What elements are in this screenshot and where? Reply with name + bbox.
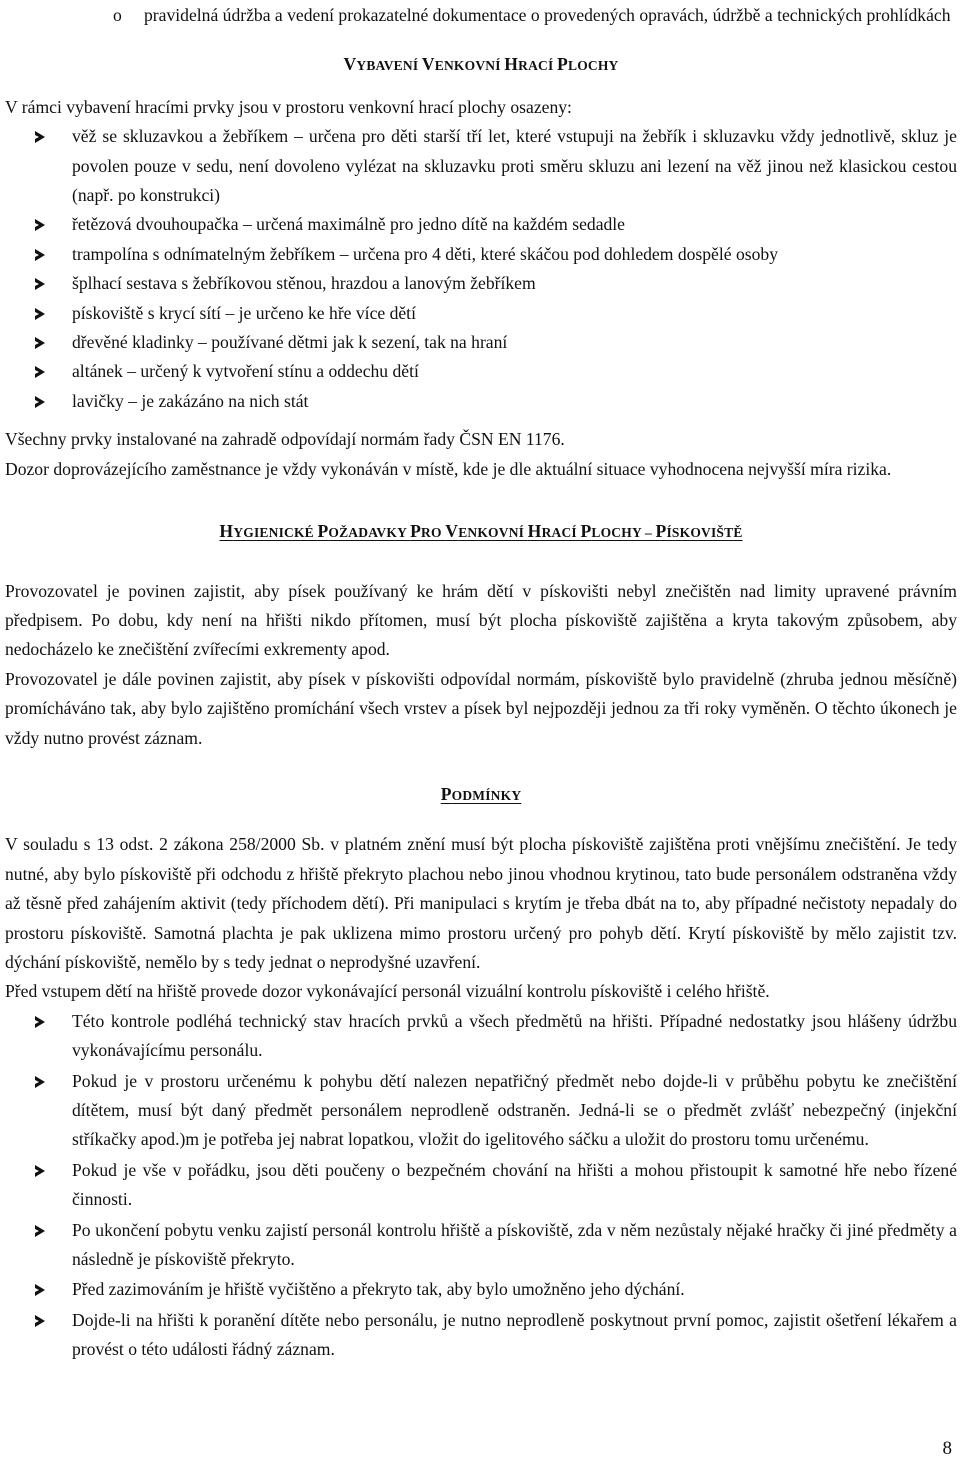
list-item: Dojde-li na hřišti k poranění dítěte nebo personálu, je nutno neprodleně poskytnout první pomoc, zajistit ošetření lékařem a provést o této události řádný záznam. bbox=[5, 1306, 957, 1365]
arrow-bullet-icon bbox=[35, 278, 45, 290]
list-item: Před zazimováním je hřiště vyčištěno a překryto tak, aby bylo umožněno jeho dýchání. bbox=[5, 1275, 957, 1304]
equipment-norm-note: Všechny prvky instalované na zahradě odpovídají normám řady ČSN EN 1176. bbox=[5, 429, 565, 450]
list-item: Pokud je vše v pořádku, jsou děti poučeny o bezpečném chování na hřišti a mohou přistoupit k samotné hře nebo řízené činnosti. bbox=[5, 1156, 957, 1215]
conditions-list bbox=[5, 1007, 957, 1365]
hygiene-paragraph-1: Provozovatel je povinen zajistit, aby písek používaný ke hrám dětí v pískovišti nebyl znečištěn nad limity upravené právním předpisem. Po dobu, kdy není na hřišti nikdo přítomen, musí být plocha pískoviště zajištěna a kryta takovým způsobem, aby nedocházelo ke znečištění zvířecími exkrementy apod. bbox=[5, 580, 957, 660]
equipment-list bbox=[5, 122, 957, 416]
page-number: 8 bbox=[942, 1438, 952, 1459]
intro-bullet-item bbox=[5, 1, 957, 30]
conditions-paragraph-1: V souladu s 13 odst. 2 zákona 258/2000 Sb. v platném znění musí být plocha pískoviště zajištěna proti vnějšímu znečištění. Je tedy nutné, aby bylo pískoviště při odchodu z hřiště překryto plachou nebo jinou vhodnou krytinou, tato bude personálem odstraněna vždy až těsně před zahájením aktivit (tedy příchodem dětí). Při manipulaci s krytím je třeba dbát na to, aby případné nečistoty nepadaly do prostoru pískoviště. Samotná plachta je pak uklizena mimo prostoru určený pro pohyb dětí. Krytí pískoviště by mělo zajistit tzv. dýchání pískoviště, nemělo by s tedy jednat o neprodyšné uzavření. bbox=[5, 834, 957, 972]
heading-conditions: PODMÍNKY bbox=[440, 783, 522, 804]
heading-equipment bbox=[5, 50, 957, 80]
equipment-intro: V rámci vybavení hracími prvky jsou v prostoru venkovní hrací plochy osazeny: bbox=[5, 96, 572, 117]
list-item: trampolína s odnímatelným žebříkem – určena pro 4 děti, které skáčou pod dohledem dospělé osoby bbox=[5, 240, 957, 269]
arrow-bullet-icon bbox=[35, 1284, 45, 1296]
arrow-bullet-icon bbox=[35, 219, 45, 231]
list-item: řetězová dvouhoupačka – určená maximálně pro jedno dítě na každém sedadle bbox=[5, 210, 957, 239]
heading-word: VYBAVENÍ bbox=[343, 54, 422, 75]
list-item: šplhací sestava s žebříkovou stěnou, hrazdou a lanovým žebříkem bbox=[5, 269, 957, 298]
intro-bullet-text: pravidelná údržba a vedení prokazatelné dokumentace o provedených opravách, údržbě a technických prohlídkách bbox=[144, 5, 951, 25]
arrow-bullet-icon bbox=[35, 1016, 45, 1028]
list-item: Pokud je v prostoru určenému k pohybu dětí nalezen nepatřičný předmět nebo dojde-li v průběhu pobytu ke znečištění dítětem, musí být daný předmět personálem neprodleně odstraněn. Jedná-li se o předmět zvlášť nebezpečný (injekční stříkačky apod.)m je potřeba jej nabrat lopatkou, vložit do igelitového sáčku a uložit do prostoru tomu určenému. bbox=[5, 1067, 957, 1155]
arrow-bullet-icon bbox=[35, 1315, 45, 1327]
equipment-supervision-note: Dozor doprovázejícího zaměstnance je vždy vykonáván v místě, kde je dle aktuální situace vyhodnocena nejvyšší míra rizika. bbox=[5, 458, 892, 479]
list-item: altánek – určený k vytvoření stínu a oddechu dětí bbox=[5, 357, 957, 386]
arrow-bullet-icon bbox=[35, 308, 45, 320]
list-item: Této kontrole podléhá technický stav hracích prvků a všech předmětů na hřišti. Případné nedostatky jsou hlášeny údržbu vykonávajícímu personálu. bbox=[5, 1007, 957, 1066]
arrow-bullet-icon bbox=[35, 366, 45, 378]
list-item: dřevěné kladinky – používané dětmi jak k sezení, tak na hraní bbox=[5, 328, 957, 357]
list-item: věž se skluzavkou a žebříkem – určena pro děti starší tří let, které vstupuji na žebřík i skluzavku vždy jednotlivě, skluz je povolen pouze v sedu, není dovoleno vylézat na skluzavku proti směru skluzu ani lezení na věž jinou než klasickou cestou (např. po konstrukci) bbox=[5, 122, 957, 210]
list-item: lavičky – je zakázáno na nich stát bbox=[5, 387, 957, 416]
heading-hygiene: HYGIENICKÉ POŽADAVKY PRO VENKOVNÍ HRACÍ PLOCHY – PÍSKOVIŠTĚ bbox=[219, 521, 743, 542]
circle-bullet: o bbox=[113, 5, 122, 25]
arrow-bullet-icon bbox=[35, 131, 45, 143]
hygiene-paragraph-2: Provozovatel je dále povinen zajistit, aby písek v pískovišti odpovídal normám, pískoviště bylo pravidelně (zhruba jednou měsíčně) promícháváno tak, aby bylo zajištěno promíchání všech vrstev a písek byl nejpozději jednou za tři roky vyměněn. O těchto úkonech je vždy nutno provést záznam. bbox=[5, 668, 957, 748]
arrow-bullet-icon bbox=[35, 396, 45, 408]
list-item: Po ukončení pobytu venku zajistí personál kontrolu hřiště a pískoviště, zda v něm nezůstaly nějaké hračky či jiné předměty a následně je pískoviště překryto. bbox=[5, 1216, 957, 1275]
arrow-bullet-icon bbox=[35, 337, 45, 349]
arrow-bullet-icon bbox=[35, 1165, 45, 1177]
document-page bbox=[5, 0, 957, 1366]
conditions-paragraph-2: Před vstupem dětí na hřiště provede dozor vykonávající personál vizuální kontrolu pískoviště i celého hřiště. bbox=[5, 981, 770, 1002]
heading-word: PLOCHY bbox=[557, 54, 619, 75]
list-item: pískoviště s krycí sítí – je určeno ke hře více dětí bbox=[5, 299, 957, 328]
arrow-bullet-icon bbox=[35, 249, 45, 261]
arrow-bullet-icon bbox=[35, 1076, 45, 1088]
heading-word: HRACÍ bbox=[504, 54, 558, 75]
arrow-bullet-icon bbox=[35, 1225, 45, 1237]
heading-word: VENKOVNÍ bbox=[421, 54, 505, 75]
